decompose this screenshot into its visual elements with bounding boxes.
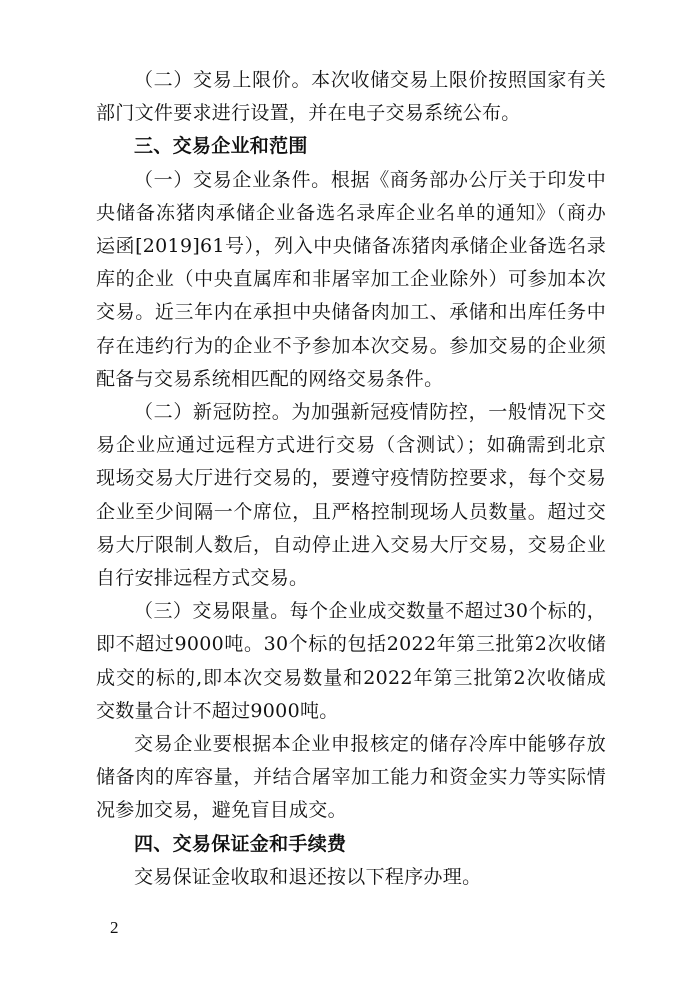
paragraph-capacity-note: 交易企业要根据本企业申报核定的储存冷库中能够存放储备肉的库容量，并结合屠宰加工能力和资金实力等实际情况参加交易，避免盲目成交。 [96,733,606,822]
paragraph-price-cap: （二）交易上限价。本次收储交易上限价按照国家有关部门文件要求进行设置，并在电子交易系统公布。 [96,69,606,125]
paragraph-enterprise-conditions: （一）交易企业条件。根据《商务部办公厅关于印发中央储备冻猪肉承储企业备选名录库企业名单的通知》（商办运函[2019]61号），列入中央储备冻猪肉承储企业备选名录库的企业（中央直属库和非屠宰加工企业除外）可参加本次交易。近三年内在承担中央储备肉加工、承储和出库任务中存在违约行为的企业不予参加本次交易。参加交易的企业须配备与交易系统相匹配的网络交易条件。 [96,168,606,390]
paragraph-covid-control: （二）新冠防控。为加强新冠疫情防控，一般情况下交易企业应通过远程方式进行交易（含测试）；如确需到北京现场交易大厅进行交易的，要遵守疫情防控要求，每个交易企业至少间隔一个席位，且严格控制现场人员数量。超过交易大厅限制人数后，自动停止进入交易大厅交易，交易企业自行安排远程方式交易。 [96,401,606,590]
document-body [96,64,606,894]
paragraph-trading-limit: （三）交易限量。每个企业成交数量不超过30个标的，即不超过9000吨。30个标的包括2022年第三批第2次收储成交的标的,即本次交易数量和2022年第三批第2次收储成交数量合计不超过9000吨。 [96,600,606,722]
section-heading-deposit-fees: 四、交易保证金和手续费 [134,832,347,855]
page-number: 2 [110,918,119,937]
section-heading-enterprises-scope: 三、交易企业和范围 [134,135,308,158]
paragraph-deposit-procedure: 交易保证金收取和退还按以下程序办理。 [134,865,482,888]
